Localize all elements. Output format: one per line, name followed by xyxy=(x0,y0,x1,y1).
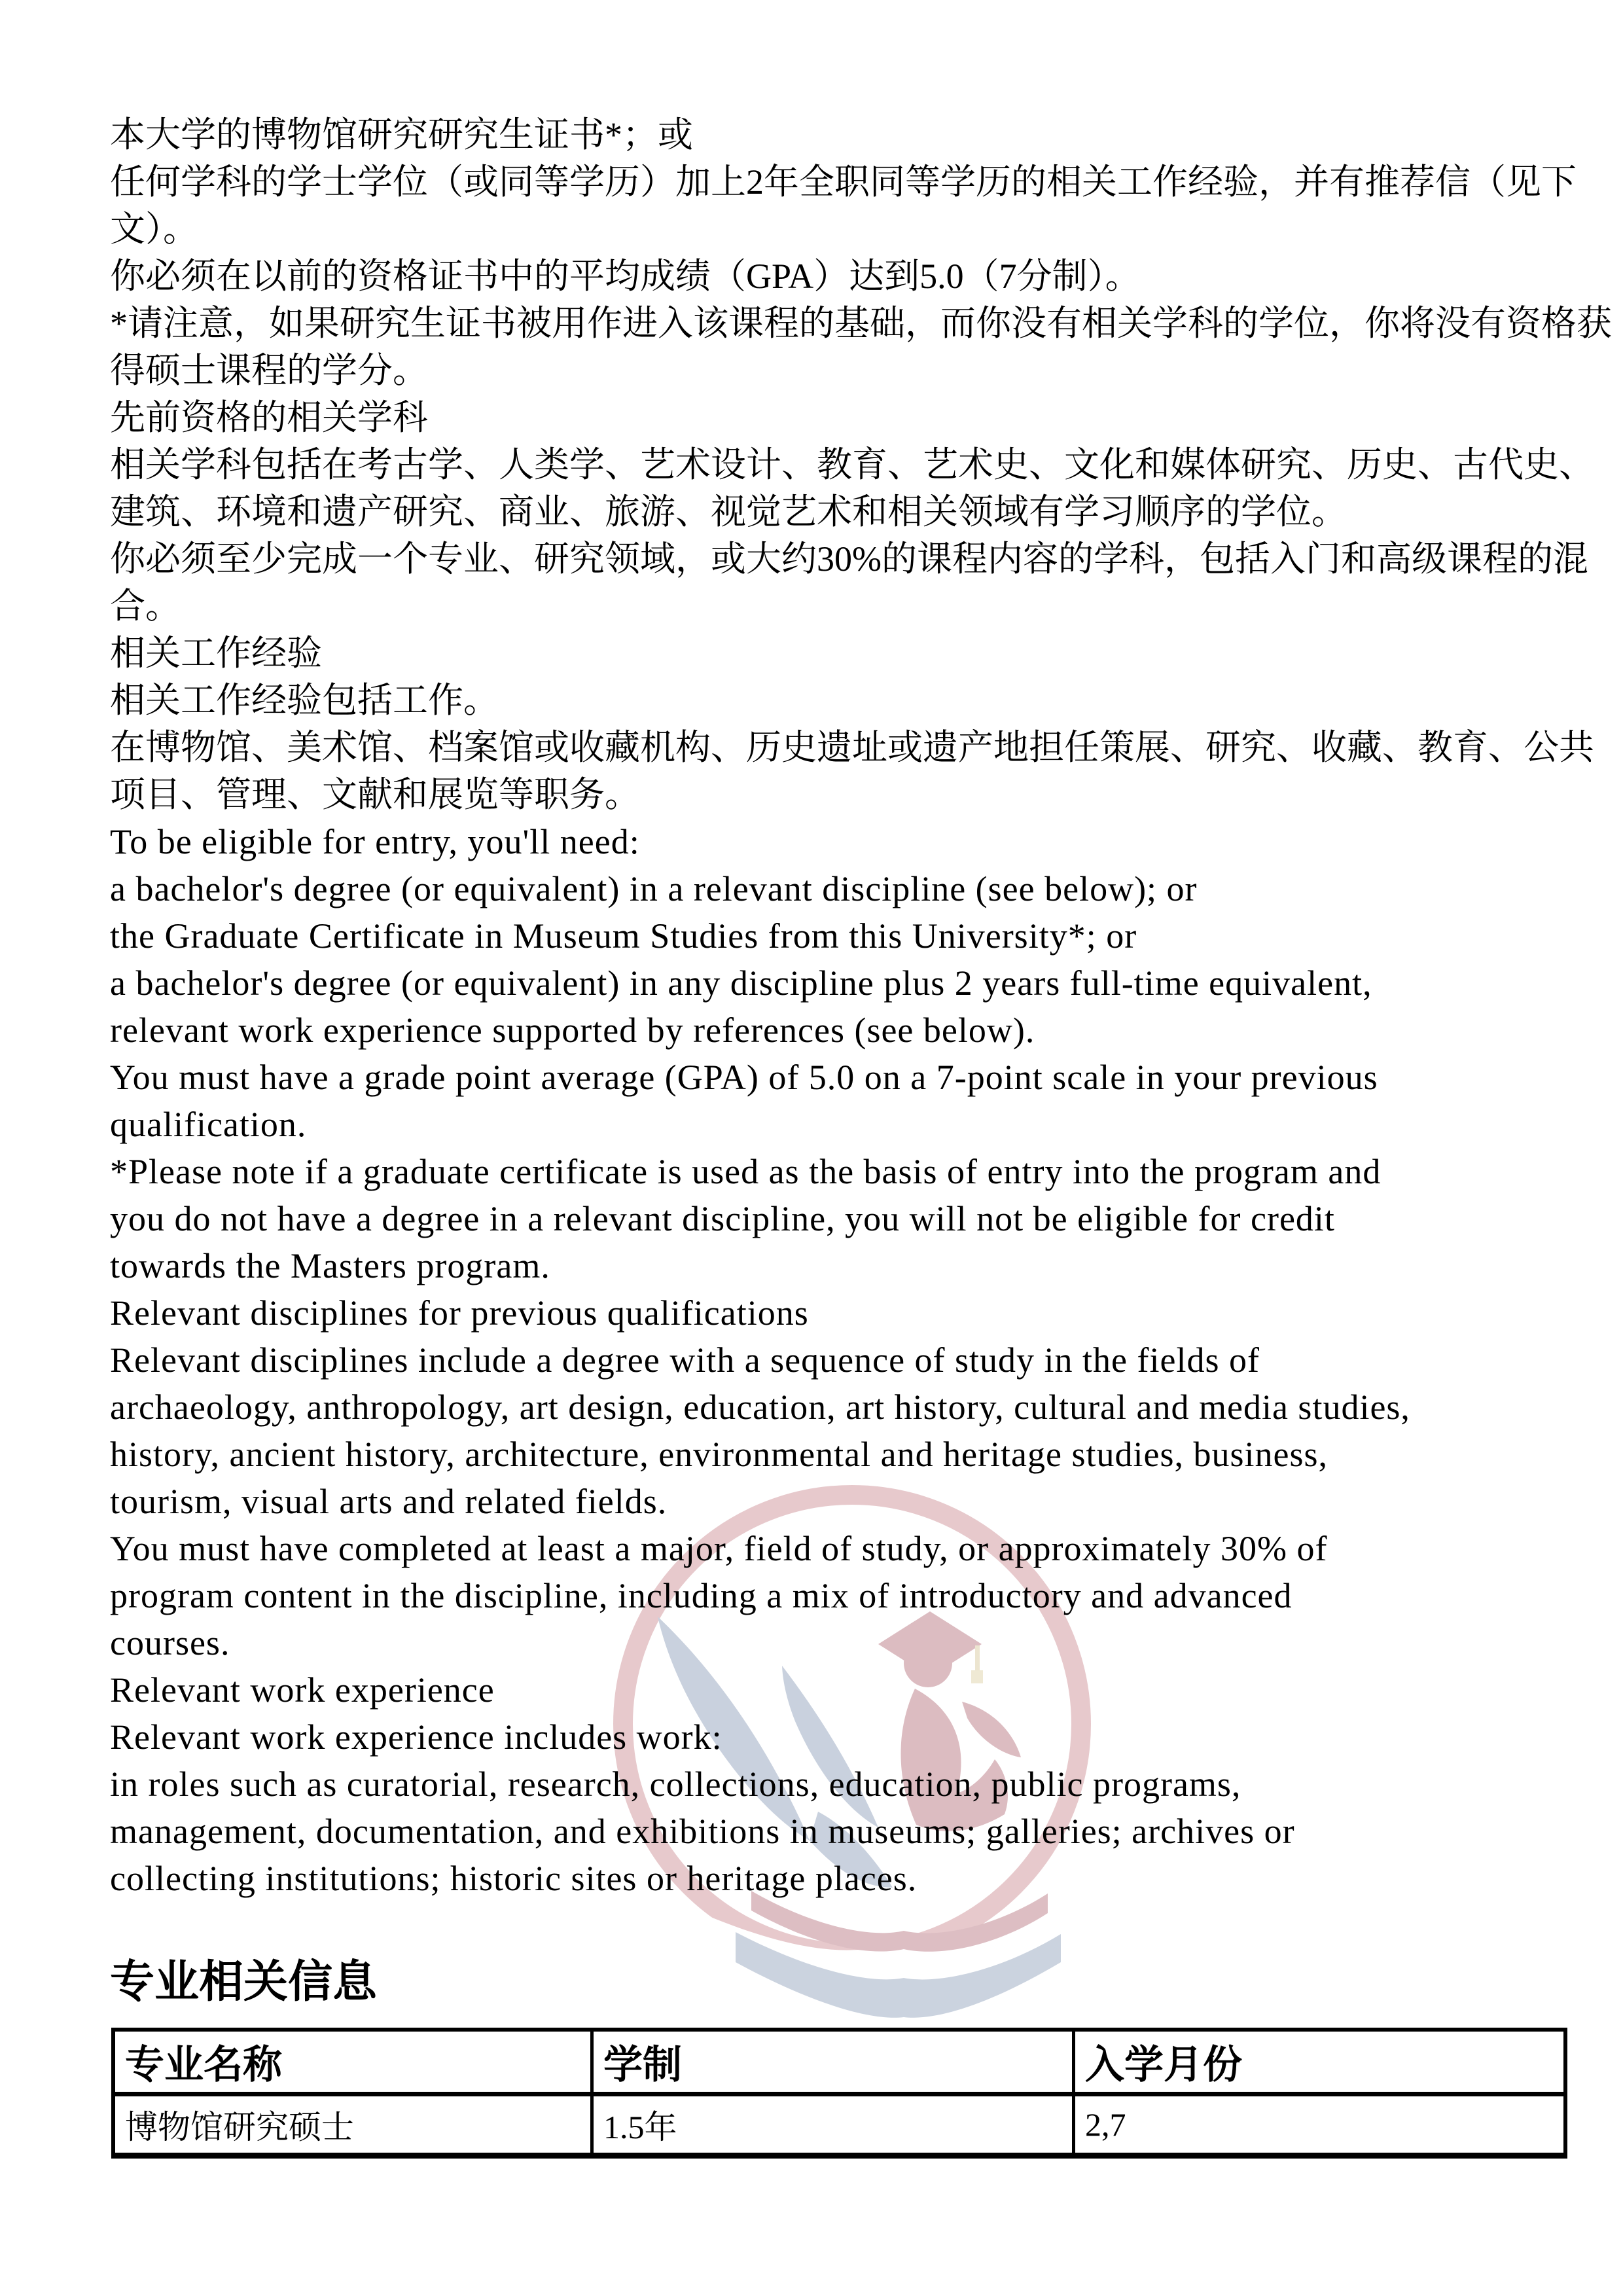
text-line: 得硕士课程的学分。 xyxy=(110,351,428,390)
text-line: Relevant work experience xyxy=(110,1670,495,1710)
text-line: you do not have a degree in a relevant discipline, you will not be eligible for credit xyxy=(110,1199,1335,1238)
text-line: You must have completed at least a major, field of study, or approximately 30% of xyxy=(110,1529,1328,1568)
text-line: a bachelor's degree (or equivalent) in a relevant discipline (see below); or xyxy=(110,869,1198,908)
text-line: qualification. xyxy=(110,1105,307,1144)
text-line: You must have a grade point average (GPA) of 5.0 on a 7-point scale in your previous xyxy=(110,1058,1378,1097)
text-line: courses. xyxy=(110,1623,230,1662)
header-cell-intake-month: 入学月份 xyxy=(1074,2030,1566,2094)
text-line: Relevant disciplines for previous qualifications xyxy=(110,1293,809,1333)
header-cell-program-name: 专业名称 xyxy=(113,2030,592,2094)
text-line: 任何学科的学士学位（或同等学历）加上2年全职同等学历的相关工作经验，并有推荐信（见下 xyxy=(110,162,1577,202)
table-header-row xyxy=(113,2030,1565,2094)
text-line: 本大学的博物馆研究研究生证书*；或 xyxy=(110,115,693,154)
document-lines xyxy=(110,111,1612,1902)
text-line: 你必须在以前的资格证书中的平均成绩（GPA）达到5.0（7分制）。 xyxy=(110,257,1141,296)
cell-intake-month: 2,7 xyxy=(1074,2094,1566,2156)
text-line: 文）。 xyxy=(110,209,198,249)
text-line: archaeology, anthropology, art design, education, art history, cultural and media studies, xyxy=(110,1388,1410,1427)
text-line: the Graduate Certificate in Museum Studies from this University*; or xyxy=(110,916,1137,956)
text-line: in roles such as curatorial, research, collections, education, public programs, xyxy=(110,1765,1241,1804)
text-line: Relevant disciplines include a degree with a sequence of study in the fields of xyxy=(110,1340,1260,1380)
text-line: towards the Masters program. xyxy=(110,1246,550,1285)
text-line: 建筑、环境和遗产研究、商业、旅游、视觉艺术和相关领域有学习顺序的学位。 xyxy=(110,492,1347,531)
text-line: program content in the discipline, including a mix of introductory and advanced xyxy=(110,1576,1293,1615)
section-heading: 专业相关信息 xyxy=(110,1957,378,2007)
text-line: 相关工作经验包括工作。 xyxy=(110,681,499,720)
cell-duration: 1.5年 xyxy=(592,2094,1074,2156)
text-line: history, ancient history, architecture, environmental and heritage studies, business, xyxy=(110,1435,1328,1474)
header-cell-duration: 学制 xyxy=(592,2030,1074,2094)
text-line: relevant work experience supported by references (see below). xyxy=(110,1011,1035,1050)
text-line: 你必须至少完成一个专业、研究领域，或大约30%的课程内容的学科，包括入门和高级课程的混 xyxy=(110,539,1588,579)
text-line: 相关学科包括在考古学、人类学、艺术设计、教育、艺术史、文化和媒体研究、历史、古代史、 xyxy=(110,445,1594,484)
text-line: 先前资格的相关学科 xyxy=(110,398,428,437)
text-line: 在博物馆、美术馆、档案馆或收藏机构、历史遗址或遗产地担任策展、研究、收藏、教育、公共 xyxy=(110,728,1594,767)
text-line: 项目、管理、文献和展览等职务。 xyxy=(110,775,640,814)
text-line: *Please note if a graduate certificate is used as the basis of entry into the program and xyxy=(110,1152,1382,1191)
text-line: Relevant work experience includes work: xyxy=(110,1717,722,1757)
text-line: tourism, visual arts and related fields. xyxy=(110,1482,668,1521)
text-line: management, documentation, and exhibitions in museums; galleries; archives or xyxy=(110,1812,1295,1851)
text-line: 合。 xyxy=(110,586,181,626)
text-line: 相关工作经验 xyxy=(110,634,322,673)
text-line: a bachelor's degree (or equivalent) in any discipline plus 2 years full-time equivalent, xyxy=(110,963,1372,1003)
text-line: *请注意，如果研究生证书被用作进入该课程的基础，而你没有相关学科的学位，你将没有资格获 xyxy=(110,304,1612,343)
text-line: collecting institutions; historic sites or heritage places. xyxy=(110,1859,918,1898)
program-info-table xyxy=(111,2028,1567,2159)
table-row xyxy=(113,2094,1565,2156)
text-line: To be eligible for entry, you'll need: xyxy=(110,822,640,861)
cell-program-name: 博物馆研究硕士 xyxy=(113,2094,592,2156)
